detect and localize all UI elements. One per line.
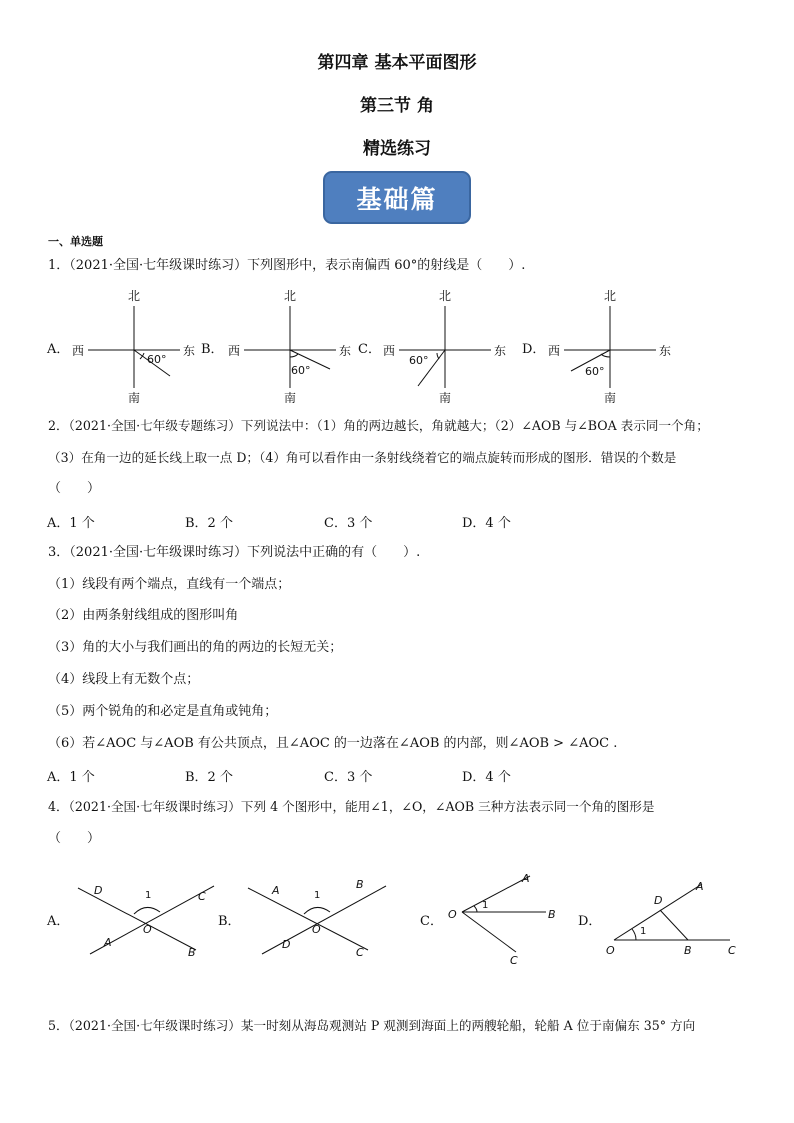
a-angle: 60° — [147, 353, 167, 366]
c-east: 东 — [494, 344, 507, 358]
q3-option-d[interactable]: D．4 个 — [462, 770, 511, 785]
b-angle: 60° — [291, 364, 311, 377]
q1-option-a[interactable]: A． — [47, 342, 70, 357]
q1-option-d[interactable]: D． — [522, 342, 546, 357]
a-east: 东 — [183, 344, 196, 358]
b-south: 南 — [284, 391, 297, 405]
q3-item-2: （2）由两条射线组成的图形叫角 — [48, 608, 239, 623]
q3-item-4: （4）线段上有无数个点； — [48, 672, 200, 687]
q3-option-a[interactable]: A．1 个 — [47, 770, 95, 785]
q2-line2: （3）在角一边的延长线上取一点 D；（4）角可以看作由一条射线绕着它的端点旋转而形成的图形．错误的个数是 — [48, 450, 677, 465]
a-north: 北 — [128, 289, 141, 303]
q4-option-b[interactable]: B． — [218, 914, 241, 929]
q3-item-1: （1）线段有两个端点，直线有一个端点； — [48, 577, 291, 592]
q4-line2: （ ） — [48, 831, 101, 846]
fa-p2: C — [198, 890, 206, 903]
fb-p3: D — [282, 938, 291, 951]
subtitle: 精选练习 — [363, 139, 431, 159]
q1-compass-figures — [0, 280, 794, 405]
fd-o: O — [606, 944, 615, 957]
b-east: 东 — [339, 344, 352, 358]
fb-o: O — [312, 923, 321, 936]
d-east: 东 — [659, 344, 672, 358]
level-badge: 基础篇 — [323, 171, 471, 224]
q2-line3: （ ） — [48, 481, 101, 496]
q4-option-c[interactable]: C． — [420, 914, 443, 929]
chapter-title: 第四章 基本平面图形 — [317, 53, 477, 73]
b-west: 西 — [228, 344, 241, 358]
c-south: 南 — [439, 391, 452, 405]
q3-stem: 3．（2021·全国·七年级课时练习）下列说法中正确的有（ ）. — [48, 545, 421, 560]
q1-option-b[interactable]: B． — [201, 342, 224, 357]
b-north: 北 — [284, 289, 297, 303]
fd-d: D — [654, 894, 663, 907]
section-title: 第三节 角 — [360, 96, 434, 116]
fc-n: 1 — [482, 900, 489, 911]
q4-option-d[interactable]: D． — [578, 914, 602, 929]
a-south: 南 — [128, 391, 141, 405]
section-heading: 一、单选题 — [48, 235, 103, 248]
q2-option-c[interactable]: C．3 个 — [324, 516, 373, 531]
q3-option-c[interactable]: C．3 个 — [324, 770, 373, 785]
q2-line1: 2．（2021·全国·七年级专题练习）下列说法中：（1）角的两边越长，角就越大；（2）∠AOB 与∠BOA 表示同一个角； — [48, 418, 709, 433]
fa-p4: B — [188, 946, 196, 959]
c-west: 西 — [383, 344, 396, 358]
fc-o: O — [448, 908, 457, 921]
q3-option-b[interactable]: B．2 个 — [185, 770, 233, 785]
fa-p1: D — [94, 884, 103, 897]
fa-n: 1 — [145, 890, 152, 901]
fd-a: A — [696, 880, 704, 893]
q4-option-a[interactable]: A． — [47, 914, 70, 929]
fb-p2: B — [356, 878, 364, 891]
fb-p1: A — [272, 884, 280, 897]
fa-o: O — [143, 923, 152, 936]
a-west: 西 — [72, 344, 85, 358]
d-south: 南 — [604, 391, 617, 405]
c-north: 北 — [439, 289, 452, 303]
q2-option-b[interactable]: B．2 个 — [185, 516, 233, 531]
q4-line1: 4．（2021·全国·七年级课时练习）下列 4 个图形中，能用∠1，∠O，∠AOB 三种方法表示同一个角的图形是 — [48, 799, 655, 814]
fd-n: 1 — [640, 926, 647, 937]
q5-line1: 5．（2021·全国·七年级课时练习）某一时刻从海岛观测站 P 观测到海面上的两艘轮船，轮船 A 位于南偏东 35° 方向 — [48, 1018, 696, 1033]
q3-item-3: （3）角的大小与我们画出的角的两边的长短无关； — [48, 640, 343, 655]
q2-option-a[interactable]: A．1 个 — [47, 516, 95, 531]
c-angle: 60° — [409, 354, 429, 367]
fa-p3: A — [104, 936, 112, 949]
q3-item-6: （6）若∠AOC 与∠AOB 有公共顶点，且∠AOC 的一边落在∠AOB 的内部，则∠AOB > ∠AOC . — [48, 736, 618, 751]
fd-b: B — [684, 944, 692, 957]
q4-angle-figures — [0, 862, 794, 967]
fc-a: A — [522, 872, 530, 885]
q3-item-5: （5）两个锐角的和必定是直角或钝角； — [48, 704, 278, 719]
d-angle: 60° — [585, 365, 605, 378]
fd-c: C — [728, 944, 736, 957]
fc-b: B — [548, 908, 556, 921]
fc-c: C — [510, 954, 518, 967]
fb-n: 1 — [314, 890, 321, 901]
q1-stem: 1．（2021·全国·七年级课时练习）下列图形中，表示南偏西 60°的射线是（ ）. — [48, 258, 526, 273]
fb-p4: C — [356, 946, 364, 959]
q1-option-c[interactable]: C． — [358, 342, 381, 357]
q2-option-d[interactable]: D．4 个 — [462, 516, 511, 531]
d-north: 北 — [604, 289, 617, 303]
d-west: 西 — [548, 344, 561, 358]
